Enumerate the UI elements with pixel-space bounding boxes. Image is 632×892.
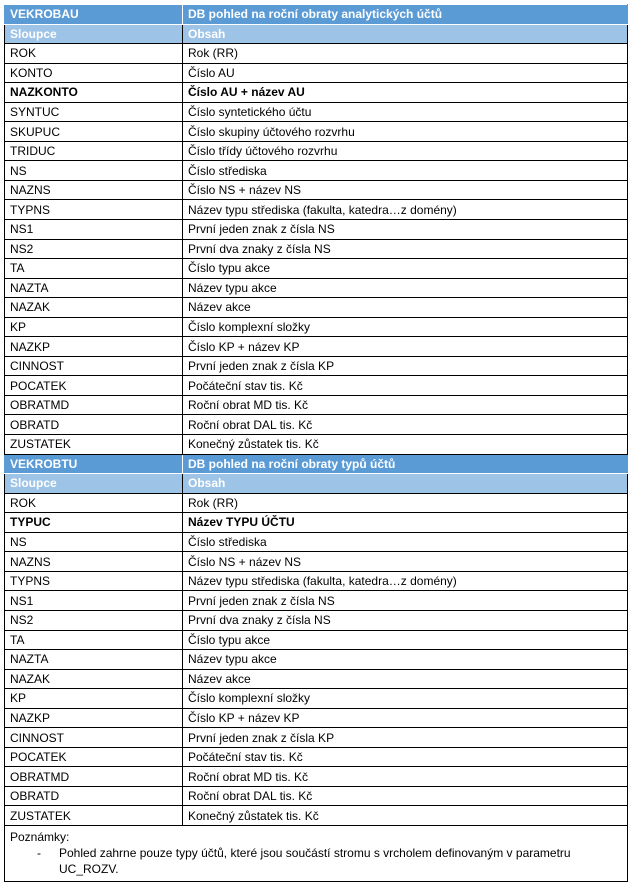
column-header-sloupce: Sloupce bbox=[5, 24, 183, 44]
column-name: TYPNS bbox=[5, 571, 183, 591]
table-row bbox=[5, 571, 628, 591]
notes-title: Poznámky: bbox=[10, 829, 70, 844]
table-row bbox=[5, 44, 628, 64]
column-name: CINNOST bbox=[5, 356, 183, 376]
table-row bbox=[5, 806, 628, 826]
table-row bbox=[5, 180, 628, 200]
column-name: NS1 bbox=[5, 220, 183, 240]
column-name: NAZKP bbox=[5, 708, 183, 728]
column-description: Konečný zůstatek tis. Kč bbox=[183, 806, 628, 826]
column-description: První jeden znak z čísla KP bbox=[183, 728, 628, 748]
column-name: KONTO bbox=[5, 63, 183, 83]
table-row bbox=[5, 747, 628, 767]
table-row bbox=[5, 689, 628, 709]
column-description: První dva znaky z čísla NS bbox=[183, 239, 628, 259]
column-description: Číslo KP + název KP bbox=[183, 708, 628, 728]
column-name: NS bbox=[5, 161, 183, 181]
column-description: Roční obrat DAL tis. Kč bbox=[183, 415, 628, 435]
column-name: NS2 bbox=[5, 239, 183, 259]
table-row bbox=[5, 259, 628, 279]
bullet-dash: - bbox=[37, 845, 41, 860]
table-row bbox=[5, 337, 628, 357]
column-description: Rok (RR) bbox=[183, 493, 628, 513]
table-row bbox=[5, 239, 628, 259]
column-name: OBRATMD bbox=[5, 395, 183, 415]
table-row bbox=[5, 728, 628, 748]
table-row bbox=[5, 122, 628, 142]
column-name: NAZTA bbox=[5, 650, 183, 670]
column-header-row bbox=[5, 24, 628, 44]
table-row bbox=[5, 220, 628, 240]
column-description: Roční obrat DAL tis. Kč bbox=[183, 786, 628, 806]
note-text: Pohled zahrne pouze typy účtů, které jsou součástí stromu s vrcholem definovaným v parametru UC_ROZV. bbox=[59, 845, 571, 876]
column-name: NAZAK bbox=[5, 298, 183, 318]
view-name: VEKROBTU bbox=[5, 454, 183, 474]
column-description: První dva znaky z čísla NS bbox=[183, 610, 628, 630]
table-row bbox=[5, 767, 628, 787]
column-name: NAZNS bbox=[5, 552, 183, 572]
table-row bbox=[5, 532, 628, 552]
column-description: Číslo NS + název NS bbox=[183, 552, 628, 572]
column-description: První jeden znak z čísla NS bbox=[183, 220, 628, 240]
column-header-sloupce: Sloupce bbox=[5, 474, 183, 494]
column-description: Číslo typu akce bbox=[183, 630, 628, 650]
column-description: Číslo komplexní složky bbox=[183, 317, 628, 337]
table-row bbox=[5, 630, 628, 650]
column-description: První jeden znak z čísla NS bbox=[183, 591, 628, 611]
column-name: TA bbox=[5, 630, 183, 650]
column-name: OBRATMD bbox=[5, 767, 183, 787]
view-description: DB pohled na roční obraty analytických účtů bbox=[183, 5, 628, 25]
column-name: SYNTUC bbox=[5, 102, 183, 122]
column-name: ROK bbox=[5, 44, 183, 64]
table-row bbox=[5, 786, 628, 806]
table-row bbox=[5, 610, 628, 630]
column-description: Název akce bbox=[183, 298, 628, 318]
column-description: Číslo KP + název KP bbox=[183, 337, 628, 357]
column-description: Název akce bbox=[183, 669, 628, 689]
table-row bbox=[5, 591, 628, 611]
column-description: Počáteční stav tis. Kč bbox=[183, 376, 628, 396]
table-row bbox=[5, 493, 628, 513]
column-name: TA bbox=[5, 259, 183, 279]
column-name: NS1 bbox=[5, 591, 183, 611]
document bbox=[4, 4, 627, 882]
view-header-row bbox=[5, 454, 628, 474]
table-row bbox=[5, 83, 628, 103]
column-name: NAZKONTO bbox=[5, 83, 183, 103]
column-name: TYPNS bbox=[5, 200, 183, 220]
db-views-table bbox=[4, 4, 628, 882]
notes bbox=[5, 825, 628, 881]
column-description: Název typu akce bbox=[183, 650, 628, 670]
column-name: NAZKP bbox=[5, 337, 183, 357]
column-header-obsah: Obsah bbox=[183, 24, 628, 44]
notes-list-item bbox=[37, 845, 622, 877]
column-name: ZUSTATEK bbox=[5, 806, 183, 826]
table-row bbox=[5, 395, 628, 415]
column-name: NS bbox=[5, 532, 183, 552]
column-description: Číslo střediska bbox=[183, 161, 628, 181]
column-description: Číslo typu akce bbox=[183, 259, 628, 279]
table-row bbox=[5, 63, 628, 83]
table-row bbox=[5, 376, 628, 396]
column-name: ZUSTATEK bbox=[5, 435, 183, 455]
column-name: NS2 bbox=[5, 610, 183, 630]
column-description: Číslo střediska bbox=[183, 532, 628, 552]
column-description: Číslo NS + název NS bbox=[183, 180, 628, 200]
column-description: Název typu akce bbox=[183, 278, 628, 298]
notes-row bbox=[5, 825, 628, 881]
table-row bbox=[5, 161, 628, 181]
table-row bbox=[5, 298, 628, 318]
column-name: ROK bbox=[5, 493, 183, 513]
view-description: DB pohled na roční obraty typů účtů bbox=[183, 454, 628, 474]
table-row bbox=[5, 435, 628, 455]
column-name: KP bbox=[5, 689, 183, 709]
column-name: NAZTA bbox=[5, 278, 183, 298]
table-row bbox=[5, 513, 628, 533]
column-description: Číslo třídy účtového rozvrhu bbox=[183, 141, 628, 161]
column-name: POCATEK bbox=[5, 747, 183, 767]
column-description: Číslo komplexní složky bbox=[183, 689, 628, 709]
column-description: První jeden znak z čísla KP bbox=[183, 356, 628, 376]
column-name: TRIDUC bbox=[5, 141, 183, 161]
column-name: TYPUC bbox=[5, 513, 183, 533]
column-description: Název typu střediska (fakulta, katedra…z domény) bbox=[183, 200, 628, 220]
column-description: Název TYPU ÚČTU bbox=[183, 513, 628, 533]
column-description: Rok (RR) bbox=[183, 44, 628, 64]
column-description: Roční obrat MD tis. Kč bbox=[183, 395, 628, 415]
table-row bbox=[5, 415, 628, 435]
column-description: Číslo syntetického účtu bbox=[183, 102, 628, 122]
column-description: Číslo AU bbox=[183, 63, 628, 83]
column-description: Počáteční stav tis. Kč bbox=[183, 747, 628, 767]
table-row bbox=[5, 669, 628, 689]
table-row bbox=[5, 278, 628, 298]
table-row bbox=[5, 650, 628, 670]
table-row bbox=[5, 708, 628, 728]
column-name: OBRATD bbox=[5, 786, 183, 806]
table-row bbox=[5, 141, 628, 161]
column-name: CINNOST bbox=[5, 728, 183, 748]
column-name: SKUPUC bbox=[5, 122, 183, 142]
table-body bbox=[5, 5, 628, 882]
column-name: NAZAK bbox=[5, 669, 183, 689]
column-description: Číslo skupiny účtového rozvrhu bbox=[183, 122, 628, 142]
column-name: POCATEK bbox=[5, 376, 183, 396]
column-header-obsah: Obsah bbox=[183, 474, 628, 494]
table-row bbox=[5, 552, 628, 572]
table-row bbox=[5, 356, 628, 376]
column-description: Název typu střediska (fakulta, katedra…z domény) bbox=[183, 571, 628, 591]
column-description: Roční obrat MD tis. Kč bbox=[183, 767, 628, 787]
column-description: Konečný zůstatek tis. Kč bbox=[183, 435, 628, 455]
view-name: VEKROBAU bbox=[5, 5, 183, 25]
table-row bbox=[5, 200, 628, 220]
column-name: NAZNS bbox=[5, 180, 183, 200]
column-name: OBRATD bbox=[5, 415, 183, 435]
table-row bbox=[5, 317, 628, 337]
column-name: KP bbox=[5, 317, 183, 337]
view-header-row bbox=[5, 5, 628, 25]
table-row bbox=[5, 102, 628, 122]
column-description: Číslo AU + název AU bbox=[183, 83, 628, 103]
column-header-row bbox=[5, 474, 628, 494]
